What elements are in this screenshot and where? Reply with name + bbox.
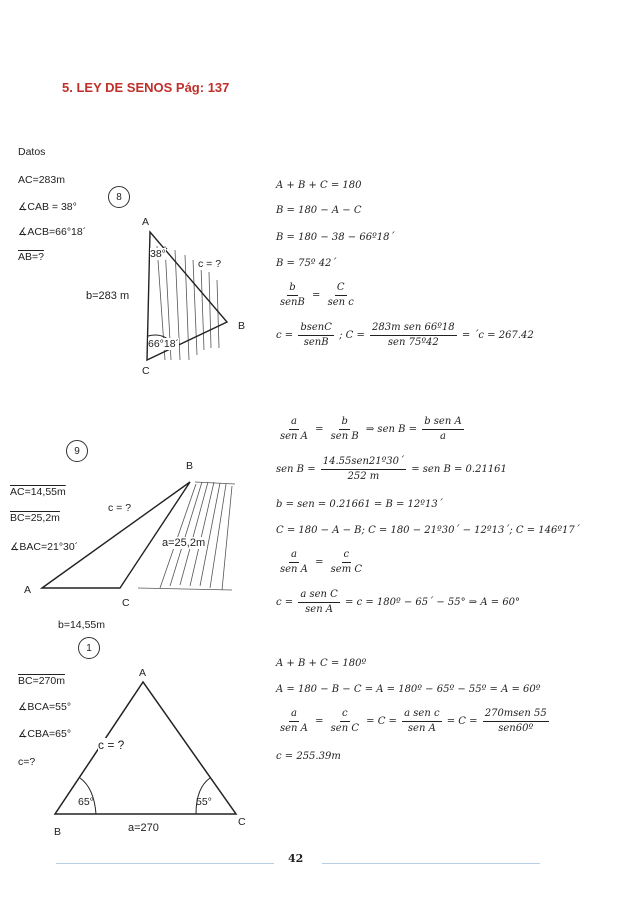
footer-rule-right — [322, 863, 540, 864]
vertex-b: B — [186, 460, 194, 472]
given-angle-bac: ∡BAC=21°30´ — [10, 541, 79, 553]
side-c-label: c = ? — [98, 738, 125, 752]
equation: B = 75º 42´ — [276, 258, 337, 269]
equation: B = 180 − 38 − 66º18´ — [276, 232, 395, 243]
angle-b-label: 65° — [78, 796, 94, 808]
equation-fraction: c = $\frac{\text{a sen C}}{\text{sen A}}$ = c = 180º − 65´ − 55° ⇒ A = 60° — [276, 589, 521, 615]
equation: C = 180 − A − B; C = 180 − 21º30´ − 12º13´; C = 146º17´ — [276, 525, 580, 536]
given-angle-cab: ∡CAB = 38° — [18, 201, 77, 213]
vertex-a: A — [24, 584, 32, 596]
problem-number-badge: 1 — [78, 637, 100, 659]
triangle-diagram-8 — [135, 210, 255, 380]
footer-rule-left — [56, 863, 274, 864]
vertex-b: B — [54, 826, 62, 838]
section-title: 5. LEY DE SENOS Pág: 137 — [62, 80, 230, 95]
problem-number-badge: 8 — [108, 186, 130, 208]
side-b-label: b=283 m — [86, 290, 130, 302]
vertex-c: C — [122, 597, 130, 609]
page-number: 42 — [288, 852, 304, 865]
angle-c-label: 66°18´ — [148, 338, 180, 350]
vertex-a: A — [139, 667, 147, 679]
given-bc: BC=270m — [18, 675, 65, 687]
triangle-diagram-9 — [30, 470, 245, 600]
given-angle-acb: ∡ACB=66°18´ — [18, 226, 87, 238]
given-c: c=? — [18, 756, 36, 768]
equation-fraction: $\frac{a}{\text{sen A}}$ = $\frac{c}{\text{sem C}}$ — [280, 549, 363, 575]
angle-a-label: 38° — [150, 248, 166, 260]
given-ab: AB=? — [18, 251, 44, 263]
problem-number-badge: 9 — [66, 440, 88, 462]
side-c-label: c = ? — [108, 502, 132, 514]
angle-c-label: 55° — [196, 796, 212, 808]
side-a-label: a=25,2m — [162, 537, 206, 549]
equation-fraction: c = $\frac{\text{bsenC}}{\text{senB}}$ ; C = $\frac{\text{283m sen 66º18}}{\text{sen 75º42}}$ = ´c = 267.42 — [276, 322, 534, 348]
equation: c = 255.39m — [276, 751, 341, 762]
equation-fraction: $\frac{a}{\text{sen A}}$ = $\frac{b}{\text{sen B}}$ ⇒ sen B = $\frac{\text{b sen A}}{a}$ — [280, 416, 462, 442]
given-angle-bca: ∡BCA=55° — [18, 701, 72, 713]
vertex-c: C — [142, 365, 150, 377]
given-ac: AC=283m — [18, 174, 65, 186]
triangle-diagram-1 — [40, 670, 250, 830]
vertex-c: C — [238, 816, 246, 828]
side-c-label: c = ? — [198, 258, 222, 270]
equation-fraction: $\frac{a}{\text{sen A}}$ = $\frac{c}{\text{sen C}}$ = C = $\frac{\text{a sen c}}{\text{sen A}}$ = C = $\frac{\text{270msen 55}}{\text{sen60º}}$ — [280, 708, 547, 734]
side-b-label: b=14,55m — [58, 619, 105, 631]
equation: b = sen = 0.21661 = B = 12º13´ — [276, 499, 443, 510]
given-angle-cba: ∡CBA=65° — [18, 728, 72, 740]
equation: A + B + C = 180º — [276, 658, 367, 669]
vertex-a: A — [142, 216, 150, 228]
vertex-b: B — [238, 320, 246, 332]
equation: A = 180 − B − C = A = 180º − 65º − 55º = A = 60º — [276, 684, 541, 695]
equation-fraction: $\frac{b}{\text{senB}}$ = $\frac{C}{\text{sen c}}$ — [280, 282, 354, 308]
side-a-label: a=270 — [128, 822, 159, 834]
equation-fraction: sen B = $\frac{\text{14.55sen21º30´}}{252 m}$ = sen B = 0.21161 — [276, 456, 507, 482]
datos-label: Datos — [18, 146, 46, 158]
equation: B = 180 − A − C — [276, 205, 362, 216]
equation: A + B + C = 180 — [276, 180, 362, 191]
given-ac: AC=14,55m — [10, 486, 66, 498]
given-bc: BC=25,2m — [10, 512, 60, 524]
